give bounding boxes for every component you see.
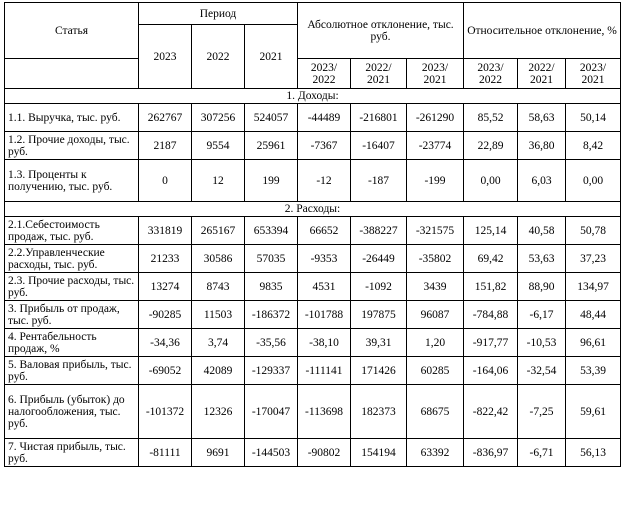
row-label: 4. Рентабельность продаж, % bbox=[5, 329, 139, 357]
header-article-spacer bbox=[5, 59, 139, 89]
table-row bbox=[5, 245, 621, 273]
value-cell: 63392 bbox=[407, 439, 464, 467]
value-cell: 40,58 bbox=[518, 217, 566, 245]
value-cell: 50,14 bbox=[566, 104, 621, 132]
value-cell: 0,00 bbox=[566, 160, 621, 202]
value-cell: -822,42 bbox=[464, 385, 518, 439]
section-title: 2. Расходы: bbox=[5, 202, 621, 217]
row-label: 1.3. Проценты к получению, тыс. руб. bbox=[5, 160, 139, 202]
table-row bbox=[5, 217, 621, 245]
value-cell: -44489 bbox=[298, 104, 351, 132]
table-row bbox=[5, 301, 621, 329]
value-cell: -34,36 bbox=[139, 329, 192, 357]
value-cell: 85,52 bbox=[464, 104, 518, 132]
value-cell: 307256 bbox=[192, 104, 245, 132]
value-cell: 0,00 bbox=[464, 160, 518, 202]
value-cell: -261290 bbox=[407, 104, 464, 132]
row-label: 5. Валовая прибыль, тыс. руб. bbox=[5, 357, 139, 385]
value-cell: 8743 bbox=[192, 273, 245, 301]
value-cell: 12326 bbox=[192, 385, 245, 439]
value-cell: 36,80 bbox=[518, 132, 566, 160]
value-cell: 53,63 bbox=[518, 245, 566, 273]
value-cell: 53,39 bbox=[566, 357, 621, 385]
value-cell: 331819 bbox=[139, 217, 192, 245]
value-cell: 42089 bbox=[192, 357, 245, 385]
header-relative-deviation: Относительное отклонение, % bbox=[464, 3, 621, 59]
value-cell: 134,97 bbox=[566, 273, 621, 301]
value-cell: -90802 bbox=[298, 439, 351, 467]
value-cell: 37,23 bbox=[566, 245, 621, 273]
header-year: 2021 bbox=[245, 25, 298, 89]
value-cell: 96087 bbox=[407, 301, 464, 329]
header-abs-col: 2023/ 2021 bbox=[407, 59, 464, 89]
value-cell: 9554 bbox=[192, 132, 245, 160]
value-cell: 12 bbox=[192, 160, 245, 202]
header-rel-col: 2023/ 2021 bbox=[566, 59, 621, 89]
value-cell: -784,88 bbox=[464, 301, 518, 329]
value-cell: 8,42 bbox=[566, 132, 621, 160]
row-label: 1.2. Прочие доходы, тыс. руб. bbox=[5, 132, 139, 160]
value-cell: 0 bbox=[139, 160, 192, 202]
value-cell: -111141 bbox=[298, 357, 351, 385]
value-cell: 199 bbox=[245, 160, 298, 202]
value-cell: -81111 bbox=[139, 439, 192, 467]
value-cell: -187 bbox=[351, 160, 407, 202]
value-cell: -129337 bbox=[245, 357, 298, 385]
financial-table bbox=[4, 2, 621, 467]
row-label: 2.3. Прочие расходы, тыс. руб. bbox=[5, 273, 139, 301]
value-cell: 265167 bbox=[192, 217, 245, 245]
value-cell: -7,25 bbox=[518, 385, 566, 439]
row-label: 2.1.Себестоимость продаж, тыс. руб. bbox=[5, 217, 139, 245]
table-row bbox=[5, 273, 621, 301]
table-row bbox=[5, 104, 621, 132]
value-cell: 151,82 bbox=[464, 273, 518, 301]
value-cell: -35802 bbox=[407, 245, 464, 273]
value-cell: -90285 bbox=[139, 301, 192, 329]
table-body bbox=[5, 89, 621, 467]
value-cell: -836,97 bbox=[464, 439, 518, 467]
value-cell: 96,61 bbox=[566, 329, 621, 357]
value-cell: -9353 bbox=[298, 245, 351, 273]
value-cell: 68675 bbox=[407, 385, 464, 439]
value-cell: 59,61 bbox=[566, 385, 621, 439]
value-cell: -388227 bbox=[351, 217, 407, 245]
value-cell: 25961 bbox=[245, 132, 298, 160]
value-cell: 2187 bbox=[139, 132, 192, 160]
value-cell: 21233 bbox=[139, 245, 192, 273]
row-label: 2.2.Управленческие расходы, тыс. руб. bbox=[5, 245, 139, 273]
value-cell: -10,53 bbox=[518, 329, 566, 357]
value-cell: -6,17 bbox=[518, 301, 566, 329]
header-abs-col: 2022/ 2021 bbox=[351, 59, 407, 89]
value-cell: 9835 bbox=[245, 273, 298, 301]
value-cell: -216801 bbox=[351, 104, 407, 132]
header-abs-col: 2023/ 2022 bbox=[298, 59, 351, 89]
value-cell: -32,54 bbox=[518, 357, 566, 385]
value-cell: 125,14 bbox=[464, 217, 518, 245]
value-cell: -144503 bbox=[245, 439, 298, 467]
value-cell: 653394 bbox=[245, 217, 298, 245]
value-cell: -38,10 bbox=[298, 329, 351, 357]
header-rel-col: 2023/ 2022 bbox=[464, 59, 518, 89]
value-cell: 11503 bbox=[192, 301, 245, 329]
header-year: 2023 bbox=[139, 25, 192, 89]
value-cell: 66652 bbox=[298, 217, 351, 245]
value-cell: -16407 bbox=[351, 132, 407, 160]
value-cell: -6,71 bbox=[518, 439, 566, 467]
header-absolute-deviation: Абсолютное отклонение, тыс. руб. bbox=[298, 3, 464, 59]
value-cell: -321575 bbox=[407, 217, 464, 245]
table-row bbox=[5, 132, 621, 160]
value-cell: -12 bbox=[298, 160, 351, 202]
value-cell: 22,89 bbox=[464, 132, 518, 160]
value-cell: -170047 bbox=[245, 385, 298, 439]
value-cell: -7367 bbox=[298, 132, 351, 160]
value-cell: 197875 bbox=[351, 301, 407, 329]
table-row bbox=[5, 439, 621, 467]
value-cell: -26449 bbox=[351, 245, 407, 273]
value-cell: -101372 bbox=[139, 385, 192, 439]
value-cell: 39,31 bbox=[351, 329, 407, 357]
value-cell: -917,77 bbox=[464, 329, 518, 357]
row-label: 7. Чистая прибыль, тыс. руб. bbox=[5, 439, 139, 467]
header-period: Период bbox=[139, 3, 298, 25]
value-cell: 58,63 bbox=[518, 104, 566, 132]
section-row bbox=[5, 202, 621, 217]
value-cell: 48,44 bbox=[566, 301, 621, 329]
table-row bbox=[5, 160, 621, 202]
value-cell: 262767 bbox=[139, 104, 192, 132]
value-cell: -199 bbox=[407, 160, 464, 202]
value-cell: -164,06 bbox=[464, 357, 518, 385]
value-cell: 154194 bbox=[351, 439, 407, 467]
value-cell: -101788 bbox=[298, 301, 351, 329]
value-cell: 524057 bbox=[245, 104, 298, 132]
value-cell: 182373 bbox=[351, 385, 407, 439]
value-cell: -23774 bbox=[407, 132, 464, 160]
value-cell: 3439 bbox=[407, 273, 464, 301]
value-cell: 6,03 bbox=[518, 160, 566, 202]
section-title: 1. Доходы: bbox=[5, 89, 621, 104]
value-cell: 88,90 bbox=[518, 273, 566, 301]
value-cell: 1,20 bbox=[407, 329, 464, 357]
value-cell: 171426 bbox=[351, 357, 407, 385]
value-cell: 57035 bbox=[245, 245, 298, 273]
row-label: 6. Прибыль (убыток) до налогообложения, тыс. руб. bbox=[5, 385, 139, 439]
table-row bbox=[5, 329, 621, 357]
value-cell: 56,13 bbox=[566, 439, 621, 467]
row-label: 1.1. Выручка, тыс. руб. bbox=[5, 104, 139, 132]
header-year: 2022 bbox=[192, 25, 245, 89]
value-cell: -1092 bbox=[351, 273, 407, 301]
value-cell: 50,78 bbox=[566, 217, 621, 245]
table-row bbox=[5, 357, 621, 385]
value-cell: 30586 bbox=[192, 245, 245, 273]
section-row bbox=[5, 89, 621, 104]
value-cell: 69,42 bbox=[464, 245, 518, 273]
value-cell: -69052 bbox=[139, 357, 192, 385]
value-cell: 9691 bbox=[192, 439, 245, 467]
header-article: Статья bbox=[5, 3, 139, 59]
value-cell: -35,56 bbox=[245, 329, 298, 357]
value-cell: -113698 bbox=[298, 385, 351, 439]
value-cell: 4531 bbox=[298, 273, 351, 301]
table-row bbox=[5, 385, 621, 439]
value-cell: 3,74 bbox=[192, 329, 245, 357]
row-label: 3. Прибыль от продаж, тыс. руб. bbox=[5, 301, 139, 329]
value-cell: 13274 bbox=[139, 273, 192, 301]
header-rel-col: 2022/ 2021 bbox=[518, 59, 566, 89]
value-cell: 60285 bbox=[407, 357, 464, 385]
value-cell: -186372 bbox=[245, 301, 298, 329]
